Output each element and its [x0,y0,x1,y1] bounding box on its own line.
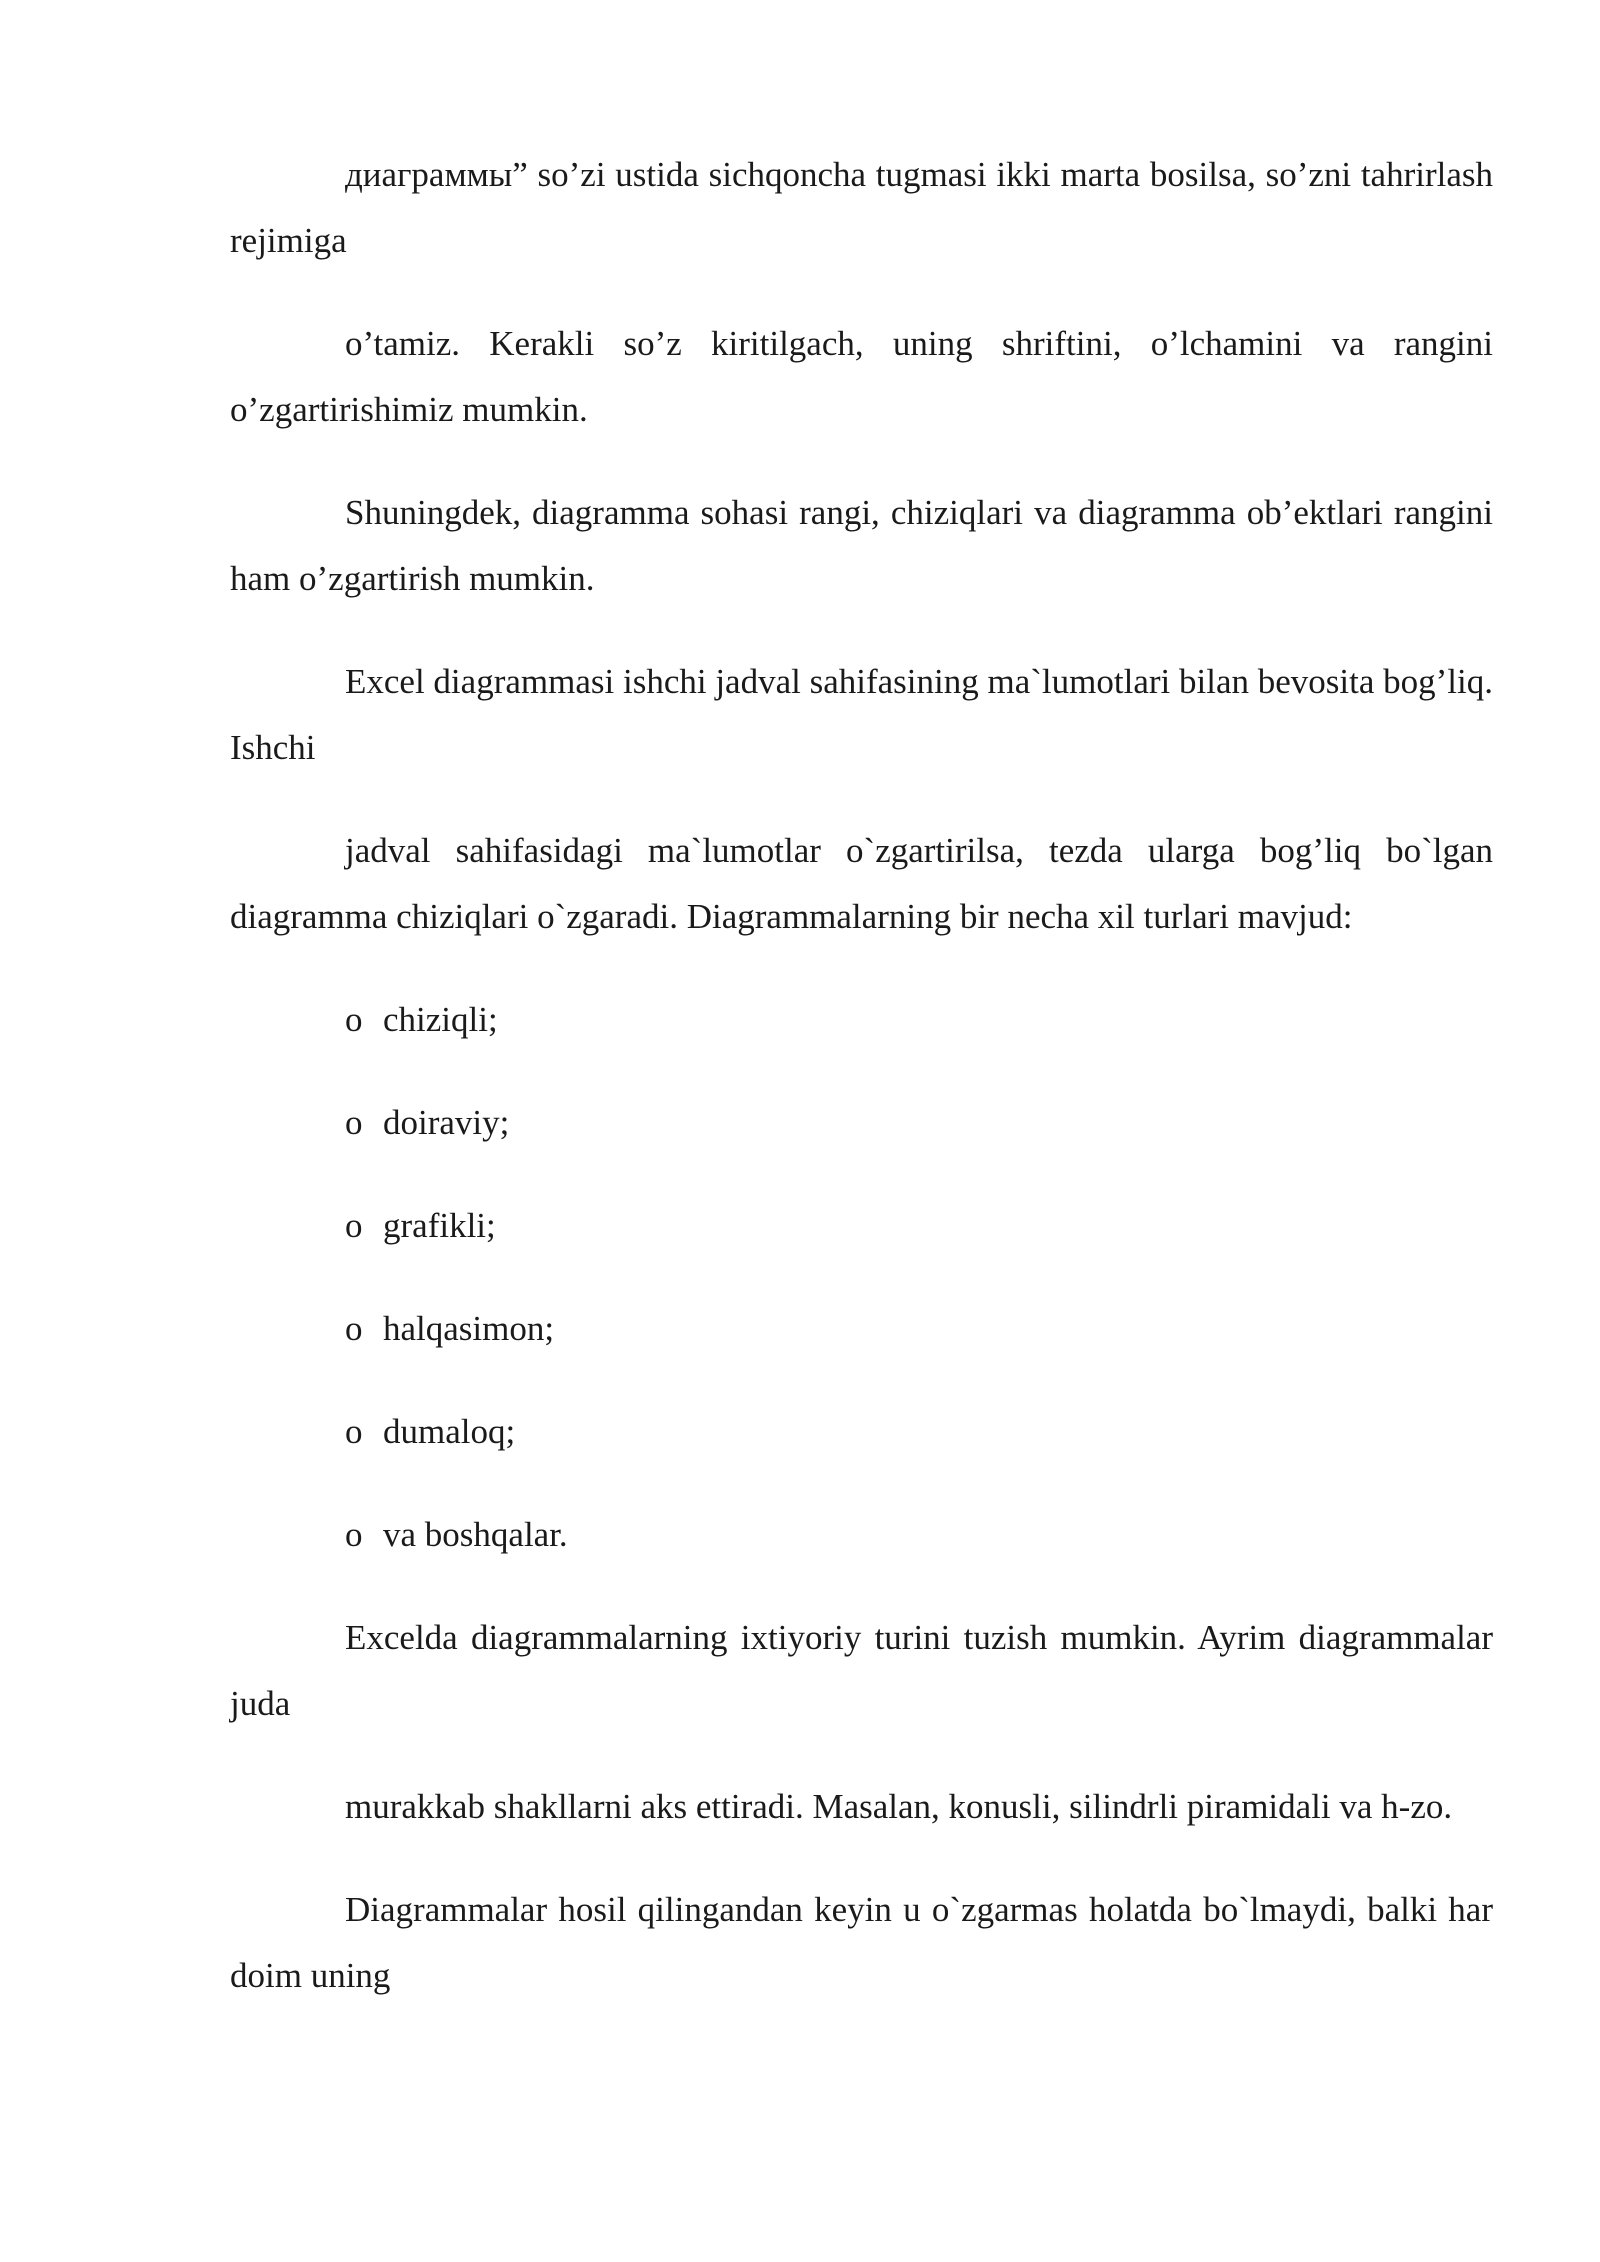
document-body [230,142,1493,2046]
list-bullet: o [345,1412,363,1451]
list-bullet: o [345,1515,363,1554]
paragraph: Excelda diagrammalarning ixtiyoriy turini tuzish mumkin. Ayrim diagrammalar juda [230,1618,1493,1723]
list-item [230,987,1493,1053]
list-item-label: grafikli; [383,1206,496,1245]
list-item [230,1502,1493,1568]
paragraph: диаграммы” so’zi ustida sichqoncha tugmasi ikki marta bosilsa, so’zni tahrirlash rejimiga [230,155,1493,260]
list-item-label: doiraviy; [383,1103,510,1142]
list-bullet: o [345,1206,363,1245]
list-item [230,1090,1493,1156]
list-item [230,1399,1493,1465]
list-item [230,1193,1493,1259]
list-bullet: o [345,1103,363,1142]
paragraph: o’tamiz. Kerakli so’z kiritilgach, uning shriftini, o’lchamini va rangini o’zgartirishimiz mumkin. [230,324,1493,429]
list-item-label: va boshqalar. [383,1515,568,1554]
list-bullet: o [345,1000,363,1039]
paragraph: Excel diagrammasi ishchi jadval sahifasining ma`lumotlari bilan bevosita bog’liq. Ishchi [230,662,1493,767]
list-item-label: halqasimon; [383,1309,555,1348]
list-item-label: dumaloq; [383,1412,516,1451]
paragraph: murakkab shakllarni aks ettiradi. Masalan, konusli, silindrli piramidali va h-zo. [345,1787,1453,1826]
paragraph: Diagrammalar hosil qilingandan keyin u o`zgarmas holatda bo`lmaydi, balki har doim uning [230,1890,1493,1995]
chart-types-list [230,987,1493,1568]
list-item-label: chiziqli; [383,1000,498,1039]
paragraph: jadval sahifasidagi ma`lumotlar o`zgartirilsa, tezda ularga bog’liq bo`lgan diagramma chiziqlari o`zgaradi. Diagrammalarning bir necha xil turlari mavjud: [230,831,1493,936]
list-item [230,1296,1493,1362]
list-bullet: o [345,1309,363,1348]
paragraph: Shuningdek, diagramma sohasi rangi, chiziqlari va diagramma ob’ektlari rangini ham o’zgartirish mumkin. [230,493,1493,598]
